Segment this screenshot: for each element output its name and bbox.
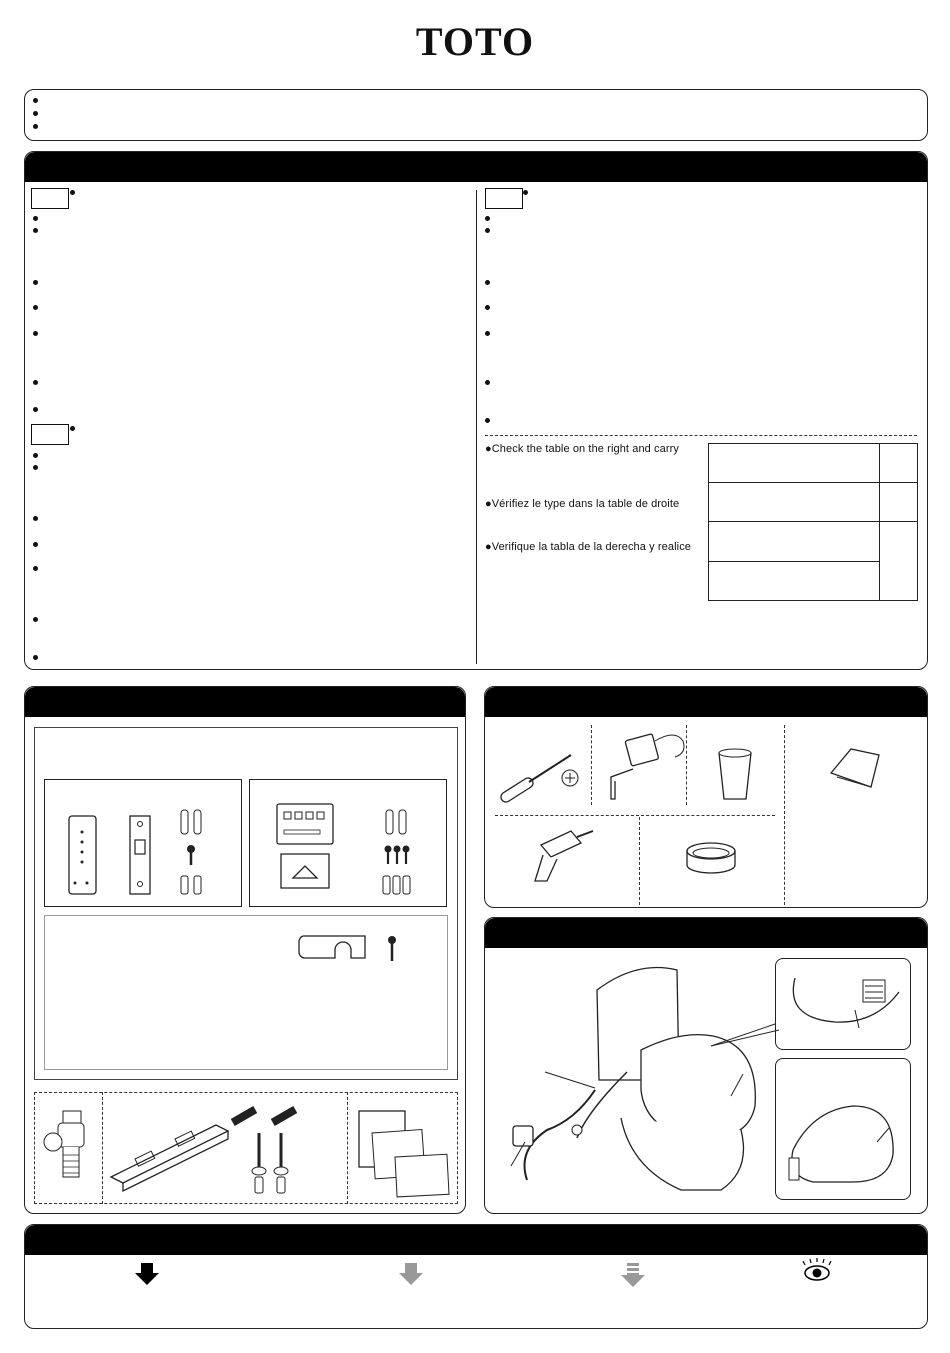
table-cell (709, 483, 880, 522)
caution-tag (31, 424, 69, 445)
screwdriver-icon (501, 755, 578, 802)
accessory-parts-illustration (25, 687, 467, 1215)
toto-logo: TOTO (415, 19, 535, 64)
table-cell (880, 444, 918, 483)
bullet (33, 465, 38, 470)
bullet (485, 228, 490, 233)
eye-icon (803, 1258, 831, 1280)
stop-valve-icon (572, 1125, 582, 1135)
table-cell (709, 444, 880, 483)
bowl-icon (687, 843, 735, 873)
section-header-bar (25, 152, 927, 182)
notice-box (24, 89, 928, 141)
symbol-legend-section (24, 1224, 928, 1329)
arrow-down-icon (399, 1263, 423, 1285)
bullet (33, 516, 38, 521)
arrow-down-striped-icon (621, 1263, 645, 1287)
parts-section (24, 686, 466, 1214)
bullet (33, 380, 38, 385)
bullet (33, 407, 38, 412)
bullet (523, 190, 528, 195)
check-note-es: ●Verifique la tabla de la derecha y realice (485, 541, 692, 553)
arrow-down-icon (135, 1263, 159, 1285)
table-cell (709, 562, 880, 601)
product-overview-section (484, 917, 928, 1214)
product-illustration (485, 918, 929, 1215)
symbol-legend (25, 1225, 929, 1330)
bullet (485, 331, 490, 336)
bullet (485, 305, 490, 310)
column-divider (476, 190, 477, 664)
bullet (70, 426, 75, 431)
bullet (70, 190, 75, 195)
bullet (33, 542, 38, 547)
bullet (33, 566, 38, 571)
table-cell (880, 483, 918, 522)
tools-illustration (485, 687, 929, 909)
bullet (33, 124, 38, 129)
valve-tee-icon (44, 1111, 84, 1177)
bullet (33, 98, 38, 103)
bullet (33, 655, 38, 660)
table-cell (880, 522, 918, 601)
bullet (485, 418, 490, 423)
seat-top-view-icon (789, 1106, 893, 1182)
bullet (485, 280, 490, 285)
cloth-icon (831, 749, 879, 787)
model-type-table (708, 443, 918, 601)
seat-detail-icon (793, 978, 899, 1022)
bullet (33, 228, 38, 233)
bullet (33, 111, 38, 116)
bullet (33, 453, 38, 458)
bullet (485, 216, 490, 221)
bullet (33, 617, 38, 622)
bolt-set-icon (231, 1106, 298, 1193)
power-plug-icon (513, 1126, 533, 1146)
check-note-en: ●Check the table on the right and carry (485, 443, 679, 455)
mounting-plate-icon (111, 1125, 228, 1191)
washlet-seat-icon (621, 1035, 755, 1190)
tools-section (484, 686, 928, 908)
table-cell (709, 522, 880, 562)
bullet (33, 331, 38, 336)
dashed-separator (485, 435, 917, 436)
tape-measure-icon (611, 734, 684, 799)
cup-icon (719, 749, 751, 799)
bullet (485, 380, 490, 385)
bullet (33, 216, 38, 221)
bullet (33, 280, 38, 285)
precautions-section (24, 151, 928, 670)
drill-icon (535, 831, 593, 881)
documents-icon (359, 1111, 449, 1197)
warning-tag (31, 188, 69, 209)
bullet (33, 305, 38, 310)
check-note-fr: ●Vérifiez le type dans la table de droite (485, 498, 680, 510)
warning-tag (485, 188, 523, 209)
